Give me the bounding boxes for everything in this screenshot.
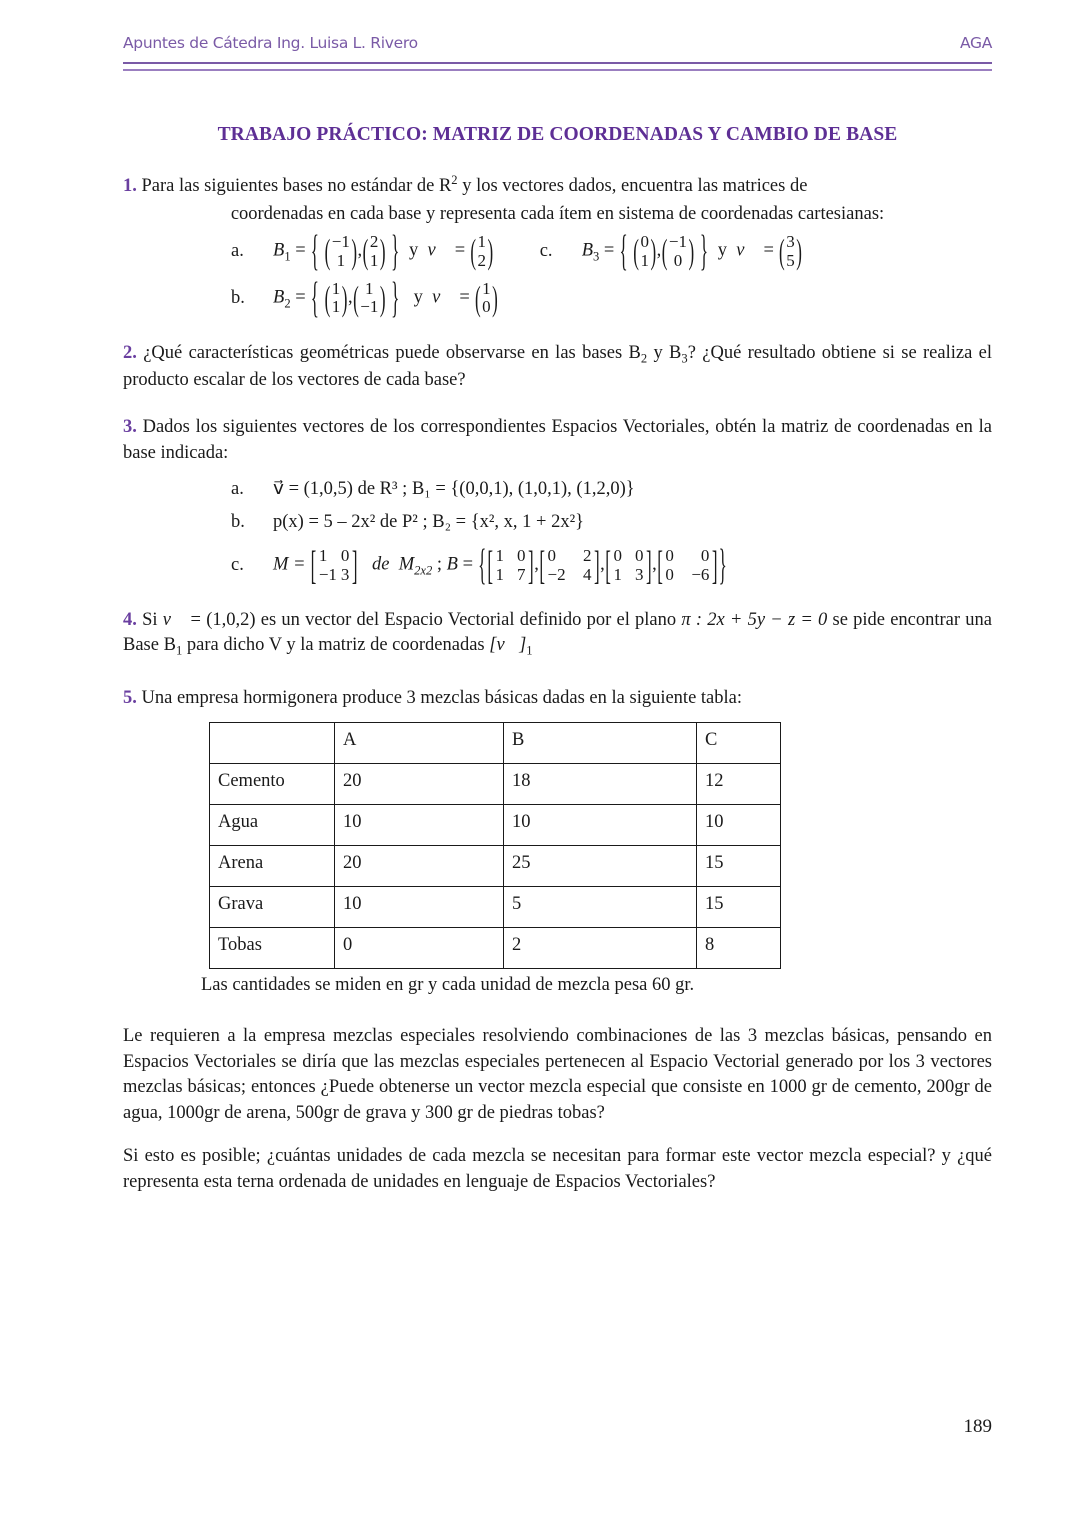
e3c-equals: = — [462, 554, 474, 575]
page-title: TRABAJO PRÁCTICO: MATRIZ DE COORDENADAS Y CAMBIO DE BASE — [217, 124, 898, 145]
e1a-v2-top: 2 — [369, 232, 379, 252]
e1a-v1-top: −1 — [331, 232, 350, 252]
cell-tobas-a: 0 — [335, 927, 504, 968]
row-label-tobas: Tobas — [210, 927, 335, 968]
exercise-4-number: 4. — [123, 609, 137, 630]
header-left-text: Apuntes de Cátedra Ing. Luisa L. Rivero — [123, 34, 418, 52]
exercise-1-items — [123, 226, 992, 322]
exercise-1-item-c-label: c. — [539, 241, 553, 262]
exercise-1-item-c-expression: $B_3$ = { ( 0 1 ) , ( −1 0 ) } y v⃗ = ( 3 5 ) — [581, 226, 802, 275]
exercise-1-exponent: 2 — [451, 173, 458, 187]
exercise-3-item-a-label: a. — [231, 478, 244, 499]
exercise-1-statement-line2: coordenadas en cada base y representa cada ítem en sistema de coordenadas cartesianas: — [230, 203, 885, 224]
e1b-v2-bottom: −1 — [360, 297, 379, 317]
exercise-1-statement — [123, 172, 992, 200]
e3c-B1-r0c0: 0 — [547, 546, 556, 566]
e3c-B1-r1c0: −2 — [547, 564, 566, 584]
e1a-base-index: 1 — [284, 249, 291, 264]
page-header — [123, 34, 992, 52]
e3c-M-r1c0: −1 — [318, 564, 337, 584]
e1a-v1-bottom: 1 — [336, 250, 346, 270]
table-header-row — [210, 722, 781, 763]
exercise-1-number: 1. — [123, 176, 137, 197]
row-label-agua: Agua — [210, 804, 335, 845]
exercise-1-text-part1: Para las siguientes bases no estándar de R — [141, 176, 452, 197]
e1b-v1-bottom: 1 — [331, 297, 341, 317]
table-header-a: A — [335, 722, 504, 763]
e3c-M-r0c0: 1 — [318, 546, 328, 566]
page-number: 189 — [963, 1416, 992, 1437]
cell-cemento-a: 20 — [335, 763, 504, 804]
e1b-conjunction: y — [413, 287, 423, 308]
cell-agua-b: 10 — [504, 804, 697, 845]
e1b-v1-top: 1 — [331, 278, 341, 298]
table-header-b: B — [504, 722, 697, 763]
cell-grava-b: 5 — [504, 886, 697, 927]
e1b-base-name: B — [273, 287, 285, 308]
table-row — [210, 927, 781, 968]
exercise-1-row-ac — [123, 226, 992, 275]
e1b-vector-name: v⃗ — [432, 287, 455, 308]
e1a-vec-bottom: 2 — [477, 250, 487, 270]
e1c-base-name: B — [581, 240, 593, 261]
e3c-space-name: M — [398, 554, 415, 575]
e1b-vec-top: 1 — [482, 278, 491, 298]
header-divider — [123, 62, 992, 71]
e1a-v2-bottom: 1 — [369, 250, 379, 270]
exercise-1-item-b-label: b. — [231, 287, 245, 308]
cell-tobas-c: 8 — [697, 927, 781, 968]
e3c-separator: ; — [436, 554, 443, 575]
exercise-2-text-a: ¿Qué características geométricas puede observarse en las bases B — [143, 342, 641, 363]
exercise-2-number: 2. — [123, 342, 137, 363]
e3c-space-sub: 2x2 — [414, 563, 433, 578]
e3c-B0-r1c0: 1 — [495, 564, 505, 584]
e3c-B3-r1c1: −6 — [691, 564, 710, 584]
exercise-5-number: 5. — [123, 688, 137, 709]
exercise-3-row-a — [123, 478, 992, 500]
e3c-base-name: B — [446, 554, 458, 575]
exercise-2-text-c: ? ¿Qué resultado obtiene si se realiza el producto escalar de los vectores de cada base? — [123, 342, 992, 390]
exercise-3-statement — [123, 415, 992, 466]
table-row — [210, 804, 781, 845]
exercise-4-text-1: Si — [142, 609, 163, 630]
exercise-4-text-2: = (1,0,2) es un vector del Espacio Vectorial definido por el plano — [185, 609, 682, 630]
exercise-3-item-a-expression: v⃗ = (1,0,5) de R³ ; B₁ = {(0,0,1), (1,0,1), (1,2,0)} — [273, 479, 635, 500]
e1b-base-index: 2 — [284, 296, 291, 311]
exercise-1-item-b-expression: $B_2$ = { ( 1 1 ) , ( 1 −1 ) } y v⃗ = ( 1 0 ) — [273, 272, 498, 322]
row-label-arena: Arena — [210, 845, 335, 886]
exercise-4-vector-symbol: v⃗ — [162, 609, 186, 630]
exercise-4-plane-equation: π : 2x + 5y − z = 0 — [681, 609, 828, 630]
exercise-1-item-a-expression: $B_1$ = { ( −1 1 ) , ( 2 1 ) } y v⃗ = ( 1 2 ) — [273, 226, 494, 275]
exercise-5-paragraph-1: Le requieren a la empresa mezclas especiales resolviendo combinaciones de las 3 mezclas básicas, pensando en Espacios Vectoriales se diría que las mezclas especiales pertenecen al Espacio Vectorial generado por los 3 vectores mezclas básicas; entonces ¿Puede obtenerse un vector mezcla especial que consiste en 1000 gr de cemento, 200gr de agua, 1000gr de arena, 500gr de grava y 300 gr de piedras tobas? — [123, 1025, 992, 1123]
row-label-grava: Grava — [210, 886, 335, 927]
e3c-B0-r0c1: 0 — [517, 546, 526, 566]
e3c-M-r0c1: 0 — [340, 546, 350, 566]
e3c-B3-r0c1: 0 — [700, 546, 710, 566]
exercise-4-coordinate-matrix: [v⃗] — [489, 635, 527, 656]
table-note: Las cantidades se miden en gr y cada unidad de mezcla pesa 60 gr. — [201, 974, 695, 995]
exercise-4-sub-1: 1 — [175, 644, 183, 659]
exercise-4-statement — [123, 608, 992, 661]
exercise-2-sub-b3: 3 — [681, 351, 688, 366]
e3c-B0-r1c1: 7 — [517, 564, 526, 584]
table-header-blank — [210, 722, 335, 763]
e1c-base-index: 3 — [593, 249, 600, 264]
exercise-3-row-c — [123, 540, 992, 589]
exercise-5-paragraph-2: Si esto es posible; ¿cuántas unidades de cada mezcla se necesitan para formar este vector mezcla especial? y ¿qué representa esta terna ordenada de unidades en lenguaje de Espacios Vectoriales? — [123, 1146, 992, 1192]
e3c-B2-r1c1: 3 — [634, 564, 644, 584]
e3c-B2-r0c0: 0 — [613, 546, 622, 566]
e1c-vec-top: 3 — [786, 232, 795, 252]
e3c-B1-r0c1: 2 — [582, 546, 592, 566]
cell-agua-a: 10 — [335, 804, 504, 845]
cell-agua-c: 10 — [697, 804, 781, 845]
e1a-base-name: B — [273, 240, 285, 261]
table-row — [210, 845, 781, 886]
table-header-c: C — [697, 722, 781, 763]
document-body — [123, 112, 992, 1195]
e1c-v2-bottom: 0 — [673, 250, 683, 270]
exercise-3-text: Dados los siguientes vectores de los correspondientes Espacios Vectoriales, obtén la matriz de coordenadas en la base indicada: — [123, 417, 992, 463]
exercise-3-number: 3. — [123, 417, 137, 438]
cell-arena-c: 15 — [697, 845, 781, 886]
exercise-1-text-part2: y los vectores dados, encuentra las matrices de — [457, 176, 808, 197]
e3c-de: de — [371, 554, 390, 575]
exercise-2-text-b: y B — [647, 342, 682, 363]
e1a-vec-top: 1 — [477, 232, 487, 252]
table-row — [210, 763, 781, 804]
e1c-v1-top: 0 — [640, 232, 649, 252]
e3c-B3-r0c0: 0 — [665, 546, 674, 566]
exercise-3-item-c-expression: M = [ 1 0 −1 3 ] de $M_{2x2}$ ; B = { [ 1 0 1 7 ] , [ 0 2 −2 4 ] , [ 0 0 1 3 ] , [ 0 0 0 −6 ] } — [273, 540, 727, 589]
e1c-v2-top: −1 — [668, 232, 688, 252]
exercise-5-text: Una empresa hormigonera produce 3 mezclas básicas dadas en la siguiente tabla: — [141, 688, 743, 709]
exercise-3-item-b-label: b. — [231, 512, 245, 533]
e1c-v1-bottom: 1 — [640, 250, 649, 270]
exercise-1-row-b — [123, 272, 992, 322]
e3c-B2-r0c1: 0 — [634, 546, 644, 566]
exercise-3-item-c-label: c. — [231, 555, 244, 576]
e1b-v2-top: 1 — [365, 278, 374, 298]
exercise-2-statement — [123, 341, 992, 394]
e1c-vector-name: v⃗ — [736, 240, 759, 261]
mixtures-table — [209, 722, 781, 969]
exercise-3-row-b — [123, 512, 992, 533]
e1c-vec-bottom: 5 — [786, 250, 795, 270]
exercise-4-text-4: para dicho V y la matriz de coordenadas — [182, 635, 490, 656]
cell-cemento-b: 18 — [504, 763, 697, 804]
e3c-M-r1c1: 3 — [340, 564, 350, 584]
exercise-2-sub-b2: 2 — [640, 351, 648, 366]
cell-arena-a: 20 — [335, 845, 504, 886]
e1a-vector-name: v⃗ — [427, 240, 451, 261]
e3c-B2-r1c0: 1 — [613, 564, 622, 584]
exercise-5-statement — [123, 686, 992, 712]
exercise-3-items — [123, 478, 992, 589]
e3c-B3-r1c0: 0 — [665, 564, 674, 584]
exercise-4-sub-2: 1 — [526, 644, 533, 659]
exercise-3-item-b-expression: p(x) = 5 – 2x² de P² ; B₂ = {x², x, 1 + 2x²} — [273, 512, 584, 533]
e3c-B1-r1c1: 4 — [582, 564, 592, 584]
cell-grava-a: 10 — [335, 886, 504, 927]
cell-cemento-c: 12 — [697, 763, 781, 804]
e3c-B0-r0c0: 1 — [495, 546, 505, 566]
exercise-1-item-a-label: a. — [231, 241, 244, 262]
table-row — [210, 886, 781, 927]
header-right-text: AGA — [959, 34, 992, 52]
row-label-cemento: Cemento — [210, 763, 335, 804]
cell-arena-b: 25 — [504, 845, 697, 886]
e1c-conjunction: y — [717, 240, 727, 261]
e1b-vec-bottom: 0 — [482, 297, 491, 317]
cell-tobas-b: 2 — [504, 927, 697, 968]
cell-grava-c: 15 — [697, 886, 781, 927]
e1a-conjunction: y — [409, 240, 419, 261]
exercise-4-text-3: se pide encontrar una Base B — [123, 609, 992, 656]
e3c-matrix-lead: M = — [273, 554, 306, 575]
